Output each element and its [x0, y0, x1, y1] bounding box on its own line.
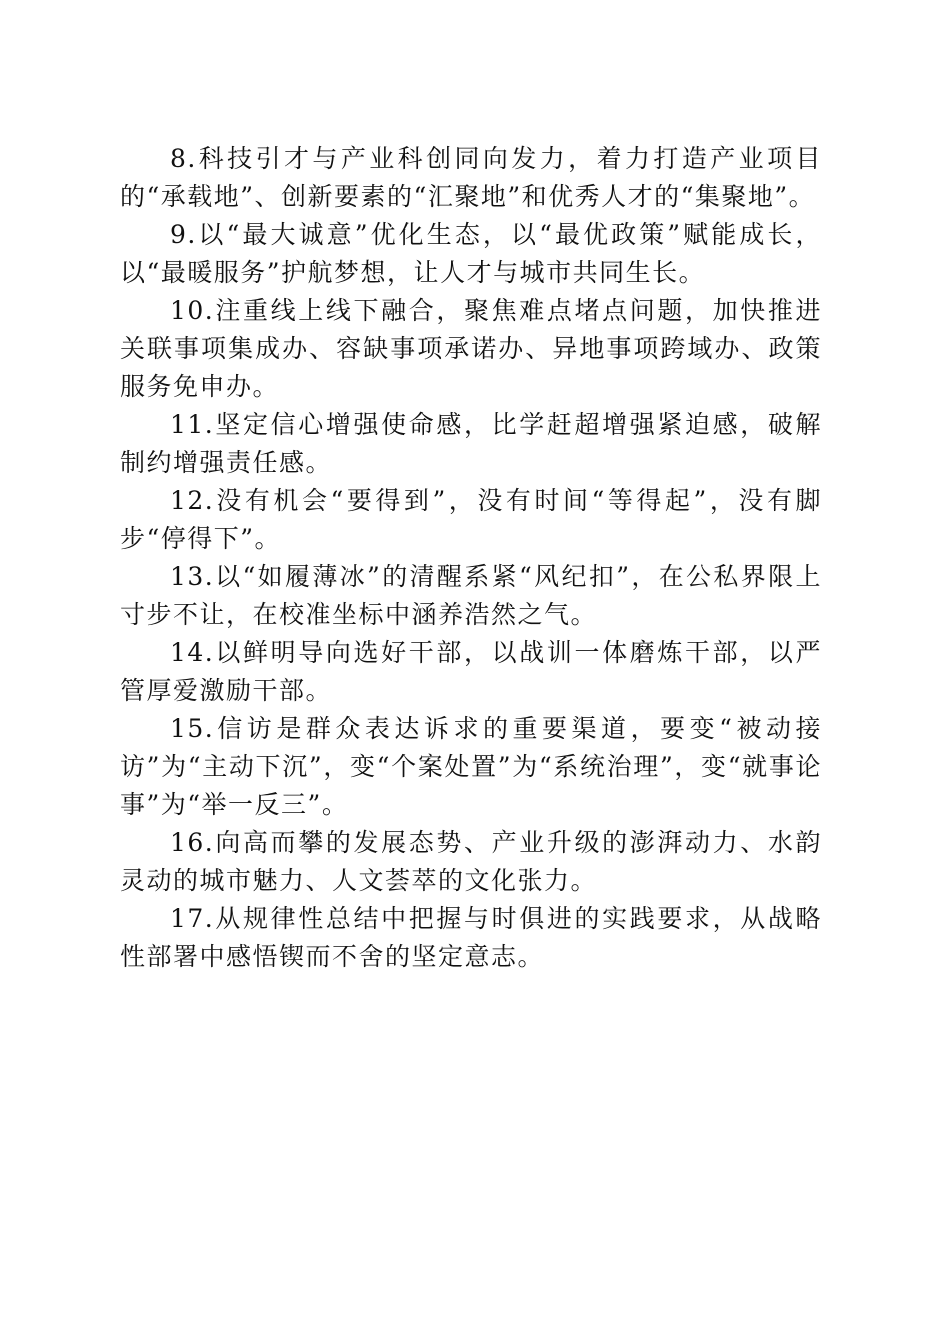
paragraph-8: 8.科技引才与产业科创同向发力，着力打造产业项目的“承载地”、创新要素的“汇聚地”和优秀人才的“集聚地”。	[120, 144, 822, 211]
paragraph-15: 15.信访是群众表达诉求的重要渠道，要变“被动接访”为“主动下沉”，变“个案处置”为“系统治理”，变“就事论事”为“举一反三”。	[120, 714, 822, 819]
paragraph-12: 12.没有机会“要得到”，没有时间“等得起”，没有脚步“停得下”。	[120, 486, 822, 553]
document-body	[120, 140, 822, 976]
paragraph-9: 9.以“最大诚意”优化生态，以“最优政策”赋能成长，以“最暖服务”护航梦想，让人才与城市共同生长。	[120, 220, 822, 287]
paragraph-14: 14.以鲜明导向选好干部，以战训一体磨炼干部，以严管厚爱激励干部。	[120, 638, 822, 705]
paragraph-16: 16.向高而攀的发展态势、产业升级的澎湃动力、水韵灵动的城市魅力、人文荟萃的文化张力。	[120, 828, 822, 895]
paragraph-17: 17.从规律性总结中把握与时俱进的实践要求，从战略性部署中感悟锲而不舍的坚定意志。	[120, 904, 822, 971]
paragraph-11: 11.坚定信心增强使命感，比学赶超增强紧迫感，破解制约增强责任感。	[120, 410, 822, 477]
paragraph-10: 10.注重线上线下融合，聚焦难点堵点问题，加快推进关联事项集成办、容缺事项承诺办、异地事项跨域办、政策服务免申办。	[120, 296, 822, 401]
paragraph-13: 13.以“如履薄冰”的清醒系紧“风纪扣”，在公私界限上寸步不让，在校准坐标中涵养浩然之气。	[120, 562, 822, 629]
